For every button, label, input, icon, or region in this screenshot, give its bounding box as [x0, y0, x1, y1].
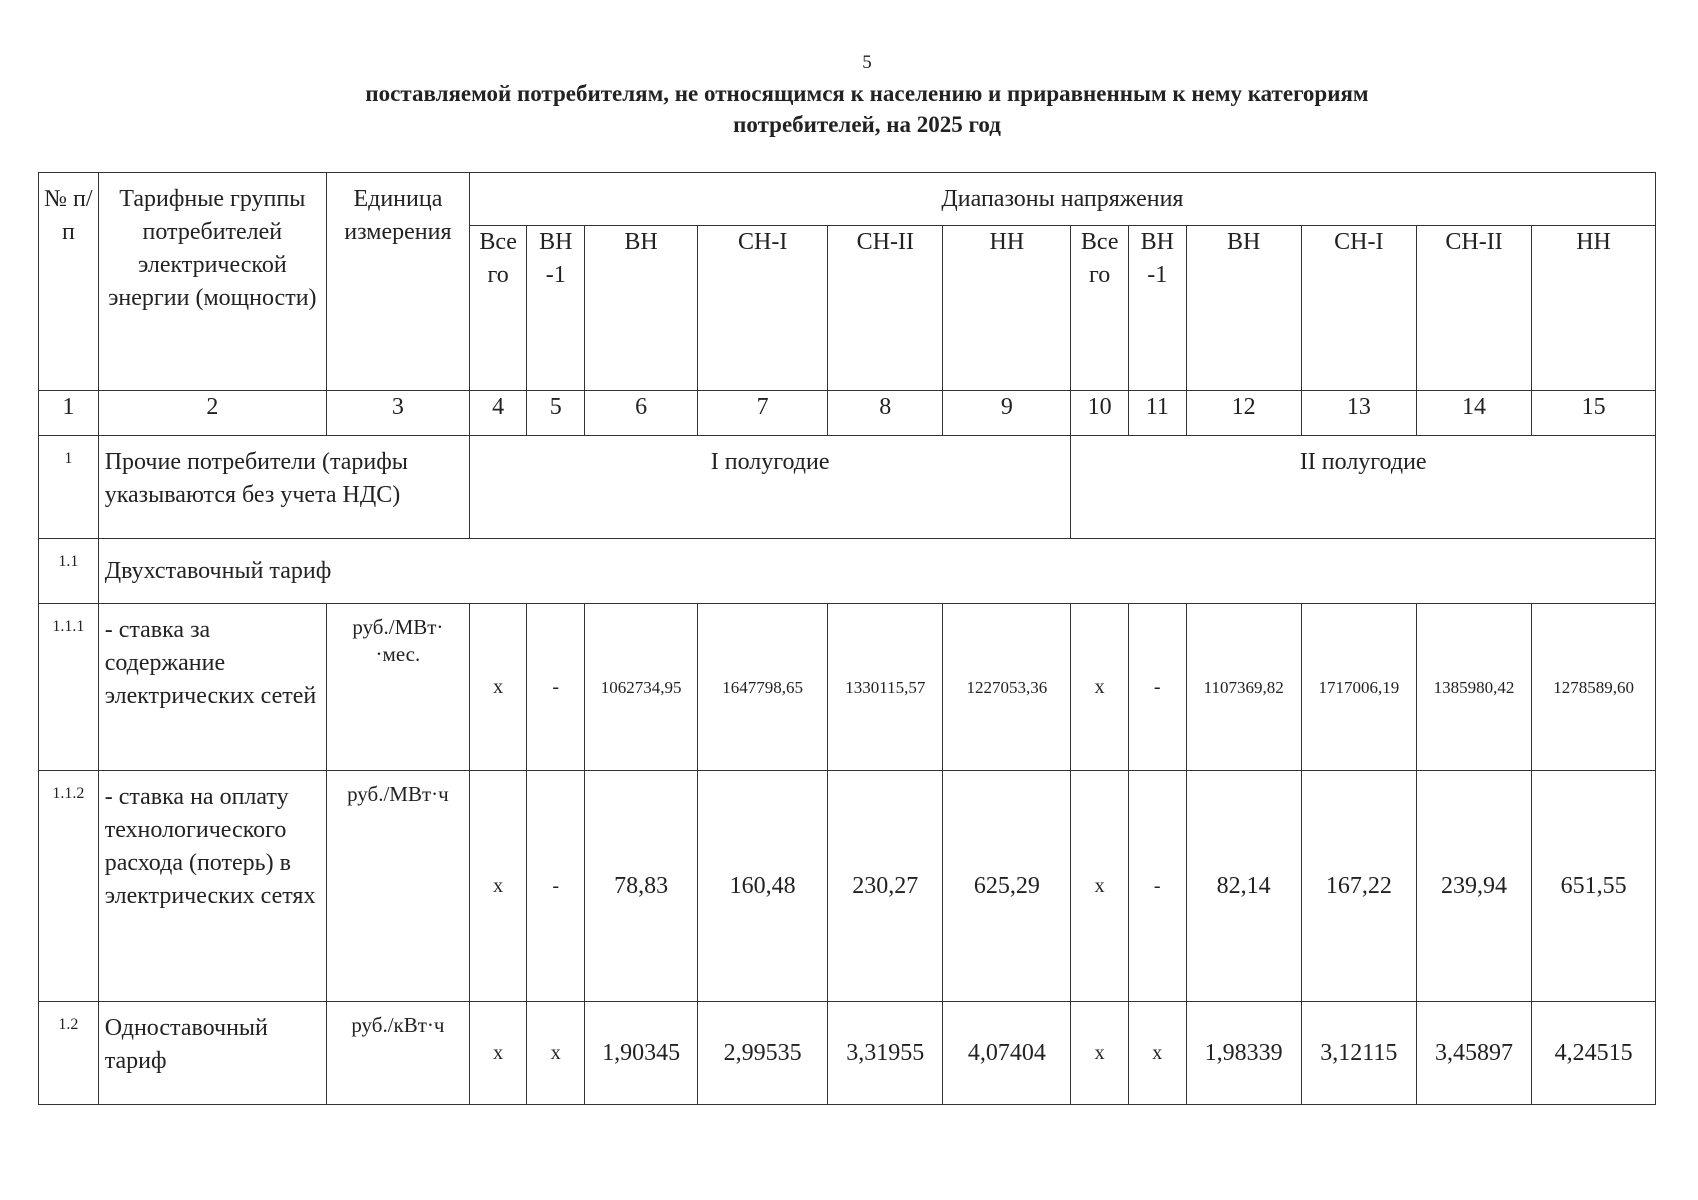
- header-unit: Единица измерения: [326, 173, 469, 391]
- tariff-table: [38, 172, 1656, 1105]
- value-cell: х: [469, 1002, 527, 1105]
- header-v-bh-2: ВН: [1186, 226, 1301, 391]
- value-cell: 1227053,36: [943, 604, 1071, 771]
- value-cell: 160,48: [698, 771, 828, 1002]
- col-number: 13: [1301, 391, 1416, 436]
- row-unit: руб./МВт·ч: [326, 771, 469, 1002]
- header-voltage-ranges: Диапазоны напряжения: [469, 173, 1655, 226]
- col-number: 7: [698, 391, 828, 436]
- col-number: 15: [1532, 391, 1656, 436]
- col-number: 11: [1128, 391, 1186, 436]
- value-cell: 230,27: [828, 771, 943, 1002]
- row-index: 1: [39, 436, 99, 539]
- header-v-ch2-1: СН-II: [828, 226, 943, 391]
- value-cell: 4,07404: [943, 1002, 1071, 1105]
- row-label: Одноставочный тариф: [98, 1002, 326, 1105]
- header-v-ch1-1: СН-I: [698, 226, 828, 391]
- row-label: - ставка на оплату технологического расхода (потерь) в электрических сетях: [98, 771, 326, 1002]
- col-number: 14: [1416, 391, 1531, 436]
- value-cell: 1,90345: [585, 1002, 698, 1105]
- col-number: 2: [98, 391, 326, 436]
- header-v-bh1-1: ВН -1: [527, 226, 585, 391]
- header-v-ch2-2: СН-II: [1416, 226, 1531, 391]
- row-index: 1.1.1: [39, 604, 99, 771]
- value-cell: 167,22: [1301, 771, 1416, 1002]
- table-row: [39, 771, 1656, 1002]
- value-cell: 1107369,82: [1186, 604, 1301, 771]
- value-cell: -: [527, 771, 585, 1002]
- title-line-2: потребителей, на 2025 год: [733, 112, 1001, 137]
- row-label: - ставка за содержание электрических сетей: [98, 604, 326, 771]
- value-cell: 1647798,65: [698, 604, 828, 771]
- row-index: 1.1: [39, 539, 99, 604]
- value-cell: 239,94: [1416, 771, 1531, 1002]
- value-cell: 1717006,19: [1301, 604, 1416, 771]
- table-row: [39, 539, 1656, 604]
- value-cell: 4,24515: [1532, 1002, 1656, 1105]
- header-v-hh-2: НН: [1532, 226, 1656, 391]
- col-number: 12: [1186, 391, 1301, 436]
- half-year-2: II полугодие: [1071, 436, 1656, 539]
- value-cell: 1278589,60: [1532, 604, 1656, 771]
- row-label: Двухставочный тариф: [98, 539, 1655, 604]
- row-label: Прочие потребители (тарифы указываются без учета НДС): [98, 436, 469, 539]
- half-year-1: I полугодие: [469, 436, 1071, 539]
- value-cell: 78,83: [585, 771, 698, 1002]
- document-title: [0, 78, 1698, 140]
- value-cell: -: [1128, 771, 1186, 1002]
- value-cell: 3,45897: [1416, 1002, 1531, 1105]
- value-cell: 651,55: [1532, 771, 1656, 1002]
- header-v-ch1-2: СН-I: [1301, 226, 1416, 391]
- value-cell: х: [1071, 771, 1129, 1002]
- value-cell: х: [1071, 1002, 1129, 1105]
- value-cell: 1385980,42: [1416, 604, 1531, 771]
- col-number: 5: [527, 391, 585, 436]
- col-number: 4: [469, 391, 527, 436]
- header-v-total-2: Все го: [1071, 226, 1129, 391]
- value-cell: 3,12115: [1301, 1002, 1416, 1105]
- col-number: 8: [828, 391, 943, 436]
- col-number: 10: [1071, 391, 1129, 436]
- value-cell: х: [1071, 604, 1129, 771]
- col-number: 6: [585, 391, 698, 436]
- value-cell: -: [527, 604, 585, 771]
- header-no: № п/п: [39, 173, 99, 391]
- value-cell: х: [527, 1002, 585, 1105]
- row-unit: руб./кВт·ч: [326, 1002, 469, 1105]
- value-cell: 1062734,95: [585, 604, 698, 771]
- row-index: 1.2: [39, 1002, 99, 1105]
- value-cell: 625,29: [943, 771, 1071, 1002]
- value-cell: 82,14: [1186, 771, 1301, 1002]
- value-cell: х: [1128, 1002, 1186, 1105]
- header-v-hh-1: НН: [943, 226, 1071, 391]
- value-cell: х: [469, 604, 527, 771]
- title-line-1: поставляемой потребителям, не относящимся к населению и приравненным к нему категориям: [365, 81, 1369, 106]
- header-v-total-1: Все го: [469, 226, 527, 391]
- col-number: 9: [943, 391, 1071, 436]
- header-v-bh-1: ВН: [585, 226, 698, 391]
- table-row: [39, 436, 1656, 539]
- value-cell: х: [469, 771, 527, 1002]
- table-row: [39, 1002, 1656, 1105]
- header-group: Тарифные группы потребителей электрической энергии (мощности): [98, 173, 326, 391]
- value-cell: 3,31955: [828, 1002, 943, 1105]
- value-cell: 1,98339: [1186, 1002, 1301, 1105]
- row-unit: руб./МВт· ·мес.: [326, 604, 469, 771]
- col-number: 1: [39, 391, 99, 436]
- header-v-bh1-2: ВН -1: [1128, 226, 1186, 391]
- row-index: 1.1.2: [39, 771, 99, 1002]
- value-cell: 1330115,57: [828, 604, 943, 771]
- value-cell: 2,99535: [698, 1002, 828, 1105]
- table-row: [39, 604, 1656, 771]
- col-number: 3: [326, 391, 469, 436]
- page-number: 5: [862, 52, 872, 73]
- value-cell: -: [1128, 604, 1186, 771]
